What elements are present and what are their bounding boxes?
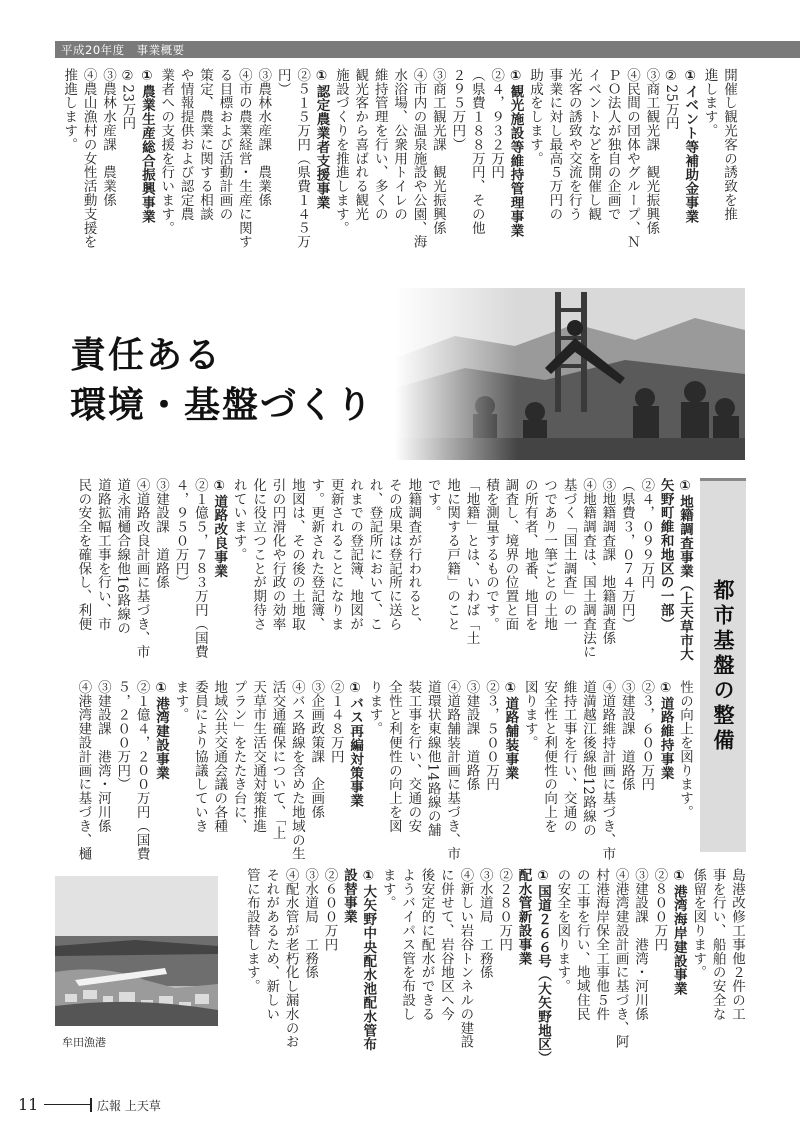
text-line: ＰＯ法人が独自の企画で <box>604 68 621 221</box>
text-line: 道満越江後線他12路線の <box>579 680 596 837</box>
feature-title-line2: 環境・基盤づくり <box>70 384 375 426</box>
item-heading: ①道路舗装事業 <box>502 680 519 780</box>
text-line: 管に布設替します。 <box>243 868 260 994</box>
text-line: 係留を図ります。 <box>690 868 707 980</box>
text-line: れまでの登記簿、地図が <box>347 478 364 631</box>
text-line: 性の向上を図ります。 <box>677 680 693 819</box>
text-line: 道永浦樋合線他16路線の <box>114 478 131 635</box>
header-title: 平成20年度 事業概要 <box>61 43 185 57</box>
text-line: ④道路舗装計画に基づき、市 <box>444 680 461 861</box>
text-line: 全性と利便性の向上を図 <box>385 680 402 833</box>
text-line: ②25万円 <box>662 68 679 131</box>
text-line: 活交通確保について、「上 <box>269 680 286 841</box>
text-line: 図ります。 <box>521 680 538 750</box>
text-line: ④道路維持計画に基づき、市 <box>599 680 616 861</box>
text-line: ③農林水産課 農業係 <box>100 68 116 207</box>
text-line: 地に関する戸籍」のこと <box>444 478 461 631</box>
item-heading: ①国道２６６号（大矢野地区） <box>534 868 551 1066</box>
section-title: 都市基盤の整備 <box>711 579 735 754</box>
text-line: ４，９５０万円） <box>172 478 189 590</box>
item-heading: ①大矢野中央配水池配水管布 <box>360 868 377 1052</box>
text-line: ④地籍調査は、国土調査法に <box>579 478 596 659</box>
harbor-photo-illustration <box>55 876 218 1026</box>
item-heading: ①バス再編対策事業 <box>347 680 364 808</box>
text-line: ④農山漁村の女性活動支援を <box>80 68 97 249</box>
text-line: 開催し観光客の誘致を推 <box>721 68 737 221</box>
text-line: ③地籍調査課 地籍調査係 <box>599 478 616 645</box>
feature-title-line1: 責任ある <box>70 334 223 376</box>
text-line: ③建設課 道路係 <box>153 478 170 590</box>
text-line: 「地籍」とは、いわば「土 <box>463 478 480 645</box>
footer-rule <box>44 1104 90 1105</box>
item-heading: ①港湾海岸建設事業 <box>670 868 687 996</box>
text-line: ④港湾建設計画に基づき、樋 <box>75 680 92 861</box>
text-line: つであり一筆ごとの土地 <box>541 478 558 631</box>
text-line: 道路拡幅工事を行い、市 <box>94 478 111 631</box>
text-line: ③農林水産課 農業係 <box>255 68 272 207</box>
text-line: 施設づくりを推進します。 <box>332 68 349 235</box>
text-line: 民の安全を確保し、利便 <box>75 478 92 631</box>
text-line: イベントなどを開催し観 <box>585 68 602 221</box>
text-line: ②６００万円 <box>321 868 338 952</box>
text-line: 地域公共交通会議の各種 <box>211 680 228 833</box>
text-line: ③水道局 工務係 <box>476 868 493 980</box>
text-line: 村港海岸保全工事他５件 <box>593 868 610 1021</box>
text-line: 安全性と利便性の向上を <box>541 680 558 833</box>
text-line: や情報提供および認定農 <box>177 68 194 221</box>
text-line: 事を行い、船舶の安全な <box>709 868 726 1021</box>
text-line: ③企画政策課 企画係 <box>308 680 325 819</box>
text-line: 化に役立つことが期待さ <box>250 478 267 631</box>
item-heading: ①農業生産総合振興事業 <box>138 68 155 224</box>
text-line: 助成をします。 <box>526 68 543 166</box>
text-line: ２９５万円） <box>449 68 466 152</box>
harbor-photo-caption: 牟田漁港 <box>62 1036 106 1049</box>
text-line: 道環状東線他14路線の舗 <box>424 680 441 837</box>
item-heading: ①イベント等補助金事業 <box>682 68 699 224</box>
text-line: 維持管理を行い、多くの <box>371 68 388 221</box>
festival-photo <box>395 288 745 460</box>
text-line: 後安定的に配水ができる <box>418 868 435 1021</box>
item-heading: ①認定農業者支援事業 <box>313 68 330 210</box>
text-line: ②４，０９９万円 <box>638 478 655 590</box>
text-line: ③建設課 港湾・河川係 <box>94 680 111 833</box>
item-heading: ①観光施設等維持管理事業 <box>507 68 524 238</box>
text-line: ②４，９３２万円 <box>488 68 505 180</box>
text-line: る目標および活動計画の <box>216 68 233 221</box>
page-number: 11 <box>18 1095 39 1114</box>
text-line: 積を測量するものです。 <box>482 478 499 631</box>
text-line: 策定、農業に関する相談 <box>197 68 214 221</box>
text-line: ②２８０万円 <box>496 868 513 952</box>
text-line: ②５１５万円（県費１４５万 <box>294 68 311 249</box>
text-line: 引の円滑化や行政の効率 <box>269 478 286 631</box>
text-line: ④民間の団体やグループ、Ｎ <box>623 68 640 249</box>
text-line: ②８００万円 <box>651 868 668 952</box>
text-line: （県費３，０７４万円） <box>618 478 635 631</box>
festival-photo-illustration <box>395 288 745 460</box>
text-line: 基づく「国土調査」の一 <box>560 478 577 631</box>
text-line: ②１億４，２００万円（国費 <box>133 680 150 861</box>
text-line: 進します。 <box>701 68 718 138</box>
text-line: 円） <box>274 68 291 96</box>
text-line: ③商工観光課 観光振興係 <box>429 68 446 235</box>
text-line: 業者への支援を行います。 <box>158 68 175 235</box>
text-line: ５，２００万円） <box>114 680 131 792</box>
item-heading: 配水管新設事業 <box>515 868 532 966</box>
top-text-block <box>61 68 738 268</box>
text-line: ②23万円 <box>119 68 136 131</box>
text-line: ③建設課 道路係 <box>463 680 480 792</box>
text-line: ②１億５，７８３万円（国費 <box>191 478 208 659</box>
text-line: プラン」をたたき台に、 <box>230 680 247 833</box>
text-line: ります。 <box>366 680 383 736</box>
footer-mark <box>90 1098 92 1112</box>
item-heading: 設替事業 <box>340 868 357 924</box>
text-line: の工事を行い、地域住民 <box>573 868 590 1021</box>
text-line: その成果は登記所に送ら <box>385 478 402 631</box>
text-line: です。 <box>424 478 441 520</box>
text-line: ③建設課 港湾・河川係 <box>631 868 648 1021</box>
text-line: ます。 <box>172 680 189 722</box>
text-line: 委員により協議していき <box>191 680 208 833</box>
text-line: （県費１８８万円、その他 <box>468 68 485 235</box>
text-line: ようバイパス管を布設し <box>399 868 416 1021</box>
header-bar <box>55 41 800 58</box>
text-line: 維持工事を行い、交通の <box>560 680 577 833</box>
text-line: ③建設課 道路係 <box>618 680 635 792</box>
item-heading: 矢野町維和地区の一部） <box>657 478 674 631</box>
text-line: 地図は、その後の土地取 <box>288 478 305 631</box>
text-line: 地籍調査が行われると、 <box>405 478 422 631</box>
text-line: れています。 <box>230 478 247 562</box>
item-heading: ①道路改良事業 <box>211 478 228 578</box>
text-line: ④道路改良計画に基づき、市 <box>133 478 150 659</box>
text-line: 事業に対し最高５万円の <box>546 68 563 221</box>
publication-name: 広報 上天草 <box>97 1099 161 1113</box>
bottom-text-block <box>234 868 746 1068</box>
text-line: に併せて、岩谷地区へ今 <box>437 868 454 1021</box>
item-heading: ①道路維持事業 <box>657 680 674 780</box>
text-line: ③商工観光課 観光振興係 <box>643 68 660 235</box>
text-line: す。更新された登記簿、 <box>308 478 325 631</box>
text-line: 天草市生活交通対策推進 <box>250 680 267 833</box>
text-line: それがあるため、新しい <box>263 868 280 1021</box>
text-line: 装工事を行い、交通の安 <box>405 680 422 833</box>
item-heading: ①港湾建設事業 <box>153 680 170 780</box>
text-line: の安全を図ります。 <box>554 868 571 994</box>
text-line: れ、登記所において、こ <box>366 478 383 631</box>
lower-text-block <box>66 680 694 866</box>
text-line: ④新しい岩谷トンネルの建設 <box>457 868 474 1049</box>
text-line: 島港改修工事他２件の工 <box>729 868 745 1021</box>
text-line: 観光客から喜ばれる観光 <box>352 68 369 221</box>
text-line: ②３，５００万円 <box>482 680 499 792</box>
text-line: ④配水管が老朽化し漏水のお <box>282 868 299 1049</box>
mid-text-block <box>66 478 694 678</box>
text-line: ③水道局 工務係 <box>302 868 319 980</box>
section-heading-box <box>700 478 746 852</box>
text-line: ④市内の温泉施設や公園、海 <box>410 68 427 249</box>
text-line: ④市の農業経営・生産に関す <box>235 68 252 249</box>
text-line: の所有者、地番、地目を <box>521 478 538 631</box>
text-line: ます。 <box>379 868 396 910</box>
text-line: 更新されることになりま <box>327 478 344 631</box>
item-heading: ①地籍調査事業（上天草市大 <box>677 478 693 662</box>
text-line: ②１４８万円 <box>327 680 344 764</box>
text-line: 調査し、境界の位置と面 <box>502 478 519 631</box>
text-line: ④港湾建設計画に基づき、阿 <box>612 868 629 1049</box>
text-line: ④バス路線を含めた地域の生 <box>288 680 305 861</box>
text-line: 推進します。 <box>61 68 78 152</box>
feature-title <box>70 330 410 430</box>
text-line: 水浴場、公衆用トイレの <box>391 68 408 221</box>
text-line: ②３，６００万円 <box>638 680 655 792</box>
text-line: 光客の誘致や交流を行う <box>565 68 582 221</box>
harbor-photo <box>55 876 218 1026</box>
